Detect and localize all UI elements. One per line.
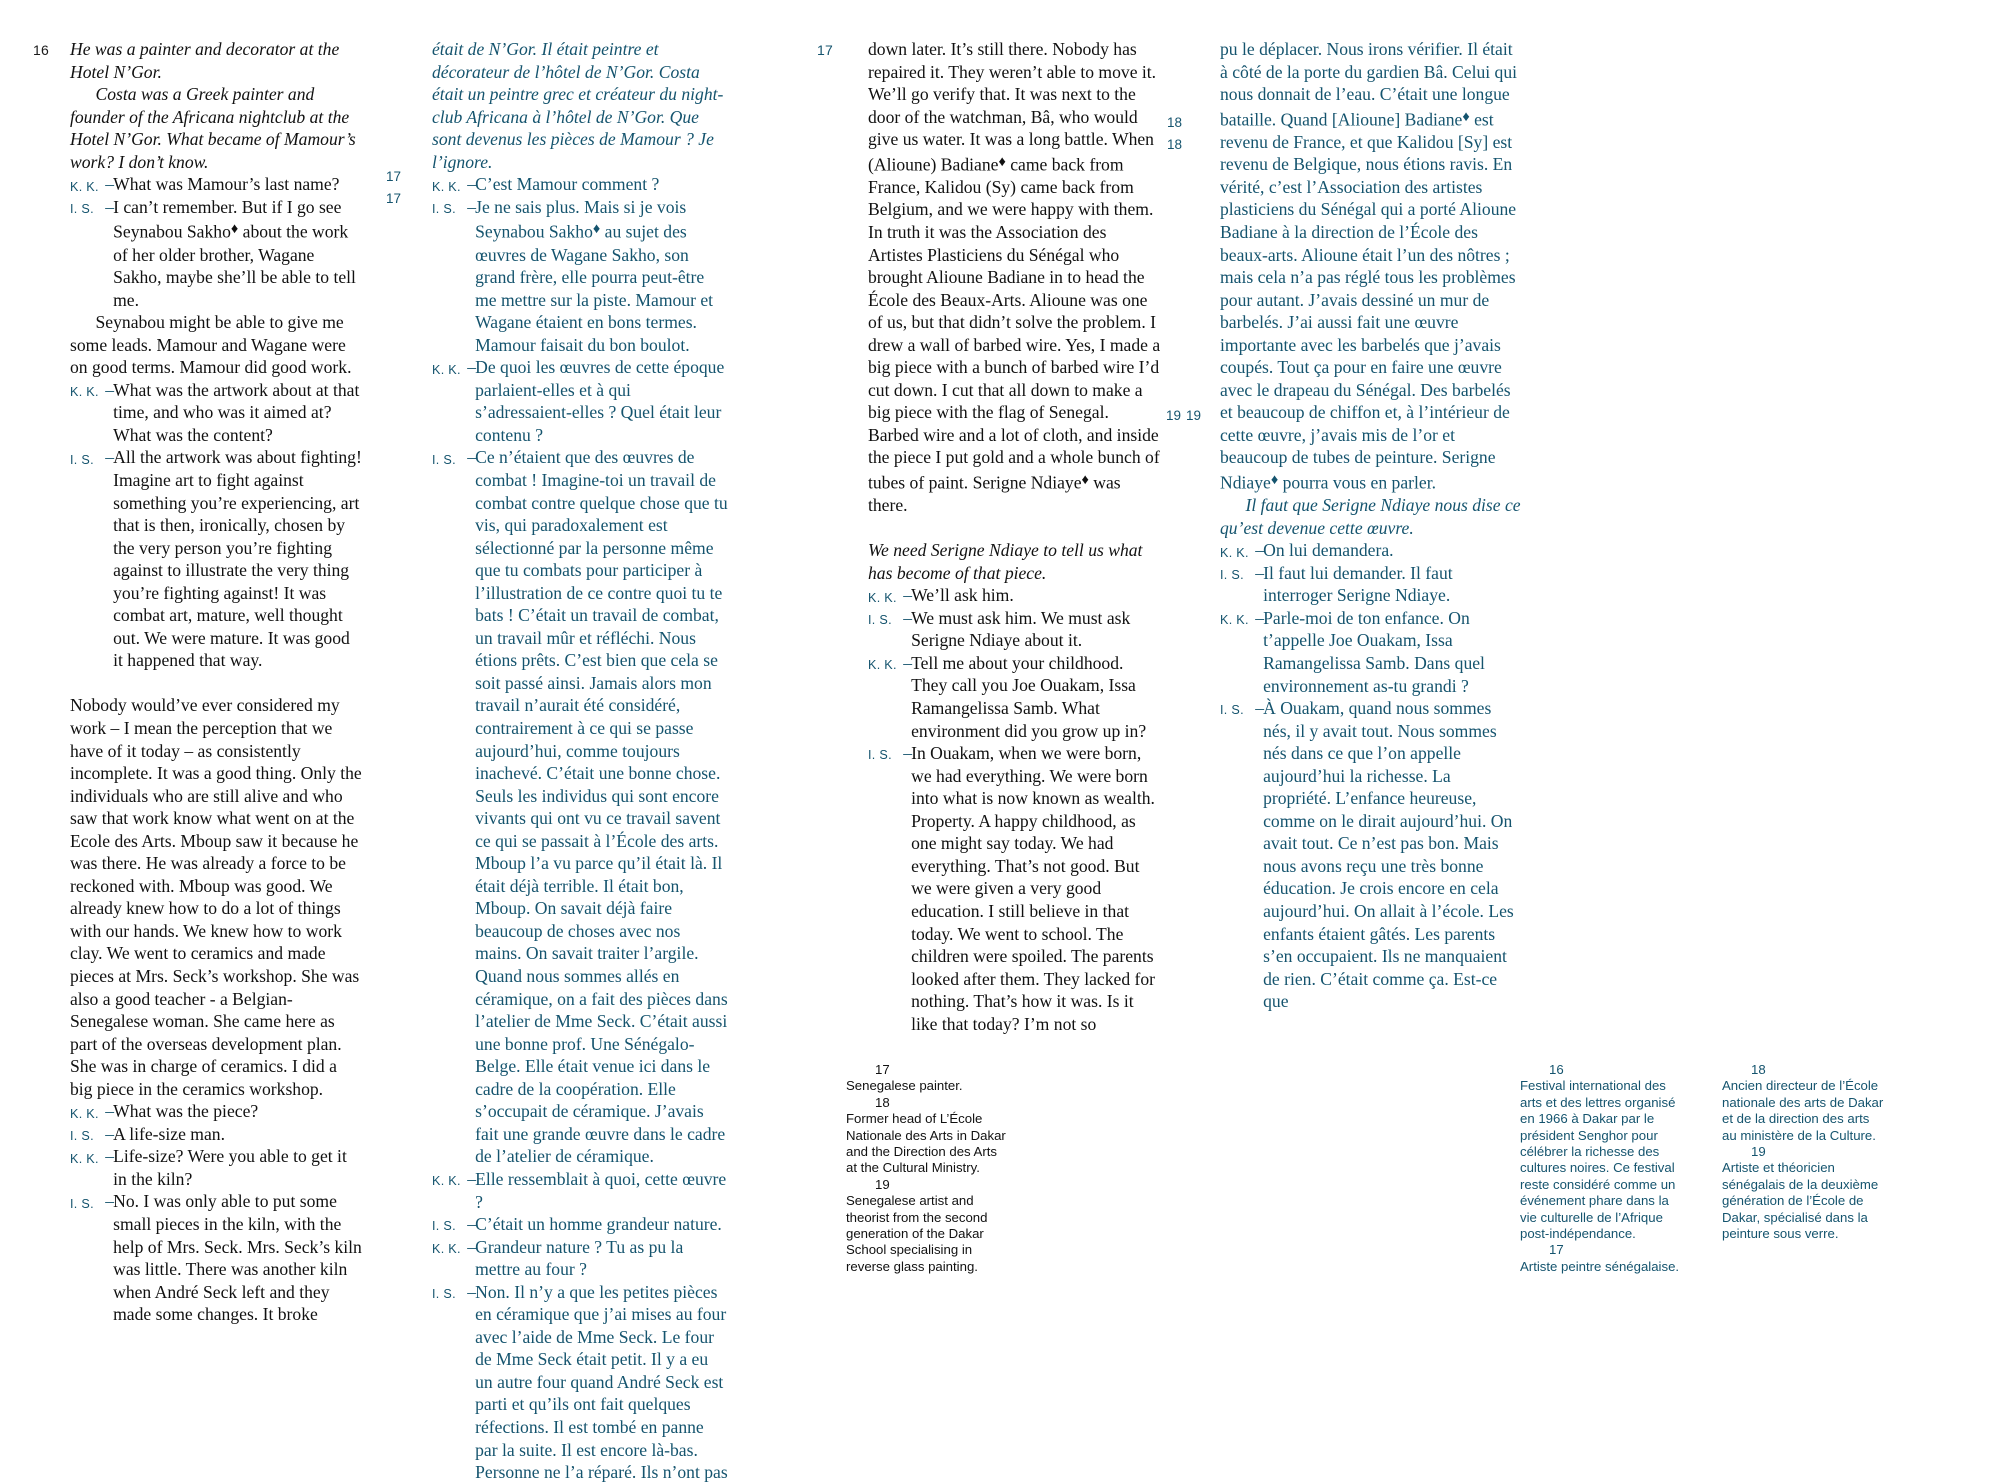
dialogue-line: K. K. – We’ll ask him. (868, 584, 1162, 607)
dialogue-dash: – (1255, 698, 1264, 719)
speaker-label: I. S. (432, 452, 456, 467)
gutter-marker-19a: 19 (1166, 408, 1182, 423)
footnote-marker: ♦ (230, 221, 239, 238)
footnote-number: 17 (875, 1062, 890, 1077)
dialogue-line: I. S. – We must ask him. We must ask Serigne Ndiaye about it. (868, 607, 1131, 651)
speaker-label: I. S. (868, 613, 892, 628)
dialogue-line: K. K. – Grandeur nature ? Tu as pu la mettre au four ? (432, 1236, 684, 1280)
dialogue-line: K. K. – What was Mamour’s last name? (70, 173, 362, 196)
dialogue-line: I. S. – No. I was only able to put some small pieces in the kiln, with the help of Mrs. Seck. Mrs. Seck’s kiln was little. There was another kiln when André Seck left and they made some changes. It broke (70, 1191, 362, 1325)
editorial-note-paragraph: Costa was a Greek painter and founder of the Africana nightclub at the Hotel N’Gor. What became of Mamour’s work? I don’t know. (70, 84, 356, 172)
footnote-marker: ♦ (592, 221, 601, 238)
dialogue-dash: – (903, 743, 912, 764)
dialogue-dash: – (105, 174, 114, 195)
speaker-label: I. S. (1220, 703, 1244, 718)
footnote-marker: ♦ (1462, 108, 1470, 125)
footnote-number: 19 (1751, 1144, 1766, 1160)
dialogue-dash: – (903, 607, 912, 628)
speaker-label: I. S. (868, 748, 892, 763)
dialogue-dash: – (105, 1146, 114, 1167)
dialogue-line: I. S. – C’était un homme grandeur nature. (432, 1213, 728, 1236)
dialogue-line: K. K. – Tell me about your childhood. They call you Joe Ouakam, Issa Ramangelissa Samb. What environment did you grow up in? (868, 652, 1147, 741)
dialogue-dash: – (467, 357, 476, 378)
body-paragraph: down later. It’s still there. Nobody has repaired it. They weren’t able to move it. We’ll go verify that. It was next to the door of the watchman, Bâ, who would give us water. It was a long battle. When (Alioune) Badiane♦ came back from France, Kalidou (Sy) came back from Belgium, and we were happy with them. In truth it was the Association des Artistes Plasticiens du Sénégal who brought Alioune Badiane in to head the École des Beaux-Arts. Alioune was one of us, but that didn’t solve the problem. I drew a wall of barbed wire. Yes, I made a big piece with a bunch of barbed wire I’d cut down. I cut that all down to make a big piece with the flag of Senegal. Barbed wire and a lot of cloth, and inside the piece I put gold and a whole bunch of tubes of paint. Serigne Ndiaye♦ was there. (868, 39, 1161, 516)
dialogue-dash: – (1255, 540, 1264, 561)
editorial-note-paragraph: Il faut que Serigne Ndiaye nous dise ce qu’est devenue cette œuvre. (1220, 495, 1521, 538)
paragraph-spacer (868, 517, 1162, 540)
footnotes-french-a (1520, 1062, 1685, 1275)
text-column-english-left (70, 38, 362, 1326)
dialogue-dash: – (105, 1123, 114, 1144)
dialogue-line: I. S. – Ce n’étaient que des œuvres de combat ! Imagine-toi un travail de combat contre quelque chose que tu vis, qui paradoxalement est sélectionné par la personne même que tu combats pour participer à l’illustration de ce contre quoi tu te bats ! C’était un travail de combat, un travail mûr et réfléchi. Nous étions prêts. C’est bien que cela se soit passé ainsi. Jamais alors mon travail n’aurait été considéré, contrairement à ce qui se passe aujourd’hui, comme toujours inachevé. C’était une bonne chose. Seuls les individus qui sont encore vivants qui ont vu ce travail savent ce qui se passait à l’École des arts. Mboup l’a vu parce qu’il était là. Il était déjà terrible. Il était bon, Mboup. On savait déjà faire beaucoup de choses avec nos mains. On savait traiter l’argile. Quand nous sommes allés en céramique, on a fait des pièces dans l’atelier de Mme Seck. C’était aussi une bonne prof. Une Sénégalo-Belge. Elle était venue ici dans le cadre de la coopération. Elle s’occupait de céramique. J’avais fait une grande œuvre dans le cadre de l’atelier de céramique. (432, 447, 728, 1167)
speaker-label: K. K. (868, 658, 897, 673)
gutter-marker-18a: 18 (1167, 115, 1183, 130)
speaker-label: I. S. (432, 202, 456, 217)
dialogue-line: I. S. – Non. Il n’y a que les petites pièces en céramique que j’ai mises au four avec l’aide de Mme Seck. Le four de Mme Seck était petit. Il y a eu un autre four quand André Seck est parti et qu’ils ont fait quelques réfections. Il est tombé en panne par la suite. Il est encore là-bas. Personne ne l’a réparé. Ils n’ont pas (432, 1281, 728, 1483)
speaker-label: I. S. (70, 1196, 94, 1211)
body-paragraph: pu le déplacer. Nous irons vérifier. Il était à côté de la porte du gardien Bâ. Celui qui nous donnait de l’eau. C’était une longue bataille. Quand [Alioune] Badiane♦ est revenu de France, et que Kalidou [Sy] est revenu de Belgique, nous étions ravis. En vérité, c’est l’Association des artistes plasticiens du Sénégal qui a porté Alioune Badiane à la direction de l’École des beaux-arts. Alioune était l’un des nôtres ; mais cela n’a pas réglé tous les problèmes pour autant. J’avais dessiné un mur de barbelés. J’ai aussi fait une œuvre importante avec les barbelés que j’avais coupés. Tout ça pour en faire une œuvre avec le drapeau du Sénégal. Des barbelés et beaucoup de chiffon et, à l’intérieur de cette œuvre, j’avais mis de l’or et beaucoup de tubes de peinture. Serigne Ndiaye♦ pourra vous en parler. (1220, 39, 1518, 493)
dialogue-line: I. S. – Je ne sais plus. Mais si je vois Seynabou Sakho♦ au sujet des œuvres de Wagane Sakho, son grand frère, elle pourra peut-être me mettre sur la piste. Mamour et Wagane étaient en bons termes. Mamour faisait du bon boulot. (432, 196, 714, 355)
dialogue-dash: – (1255, 607, 1264, 628)
body-paragraph: Seynabou might be able to give me some leads. Mamour and Wagane were on good terms. Mamour did good work. (70, 312, 352, 378)
dialogue-line: K. K. – What was the artwork about at that time, and who was it aimed at? What was the content? (70, 379, 360, 445)
speaker-label: I. S. (70, 452, 94, 467)
editorial-note-paragraph: He was a painter and decorator at the Hotel N’Gor. (70, 39, 340, 82)
speaker-label: K. K. (1220, 545, 1249, 560)
paragraph-spacer (70, 672, 362, 695)
speaker-label: K. K. (70, 1151, 99, 1166)
footnote-text: Senegalese painter. (846, 1078, 963, 1094)
dialogue-line: I. S. – À Ouakam, quand nous sommes nés, il y avait tout. Nous sommes nés dans ce que l’on appelle aujourd’hui la richesse. La propriété. L’enfance heureuse, comme on le dirait aujourd’hui. On avait tout. Ce n’est pas bon. Mais nous avons reçu une très bonne éducation. Je crois encore en cela aujourd’hui. On allait à l’école. Les enfants étaient gâtés. Les parents s’en occupaient. Ils ne manquaient de rien. C’était comme ça. Est-ce que (1220, 698, 1514, 1012)
speaker-label: K. K. (1220, 613, 1249, 628)
gutter-marker-18b: 18 (1167, 137, 1183, 152)
dialogue-dash: – (467, 447, 476, 468)
page-folio-right: 17 (817, 42, 833, 58)
speaker-label: I. S. (432, 1219, 456, 1234)
dialogue-line: K. K. – On lui demandera. (1220, 539, 1522, 562)
footnote-text: Artiste peintre sénégalaise. (1520, 1258, 1680, 1274)
footnote (846, 1062, 1006, 1095)
editorial-note-paragraph: We need Serigne Ndiaye to tell us what has become of that piece. (868, 540, 1143, 583)
speaker-label: K. K. (70, 1106, 99, 1121)
footnote-number: 17 (1549, 1242, 1564, 1258)
footnote (1520, 1242, 1685, 1275)
dialogue-dash: – (105, 1191, 114, 1212)
speaker-label: I. S. (1220, 568, 1244, 583)
footnote-number: 18 (875, 1094, 890, 1110)
dialogue-dash: – (903, 585, 912, 606)
gutter-marker-17b: 17 (386, 191, 402, 206)
footnote-marker: ♦ (1081, 472, 1089, 488)
dialogue-line: I. S. – All the artwork was about fighting! Imagine art to fight against something you’re experiencing, art that is then, ironically, chosen by the very person you’re fighting against to illustrate the very thing you’re fighting against! It was combat art, mature, well thought out. We were mature. It was good it happened that way. (70, 447, 362, 671)
dialogue-dash: – (467, 1236, 476, 1257)
speaker-label: I. S. (70, 202, 94, 217)
dialogue-line: K. K. – C’est Mamour comment ? (432, 173, 728, 196)
dialogue-dash: – (467, 1168, 476, 1189)
footnotes-french-b (1722, 1062, 1887, 1242)
dialogue-line: K. K. – Parle-moi de ton enfance. On t’appelle Joe Ouakam, Issa Ramangelissa Samb. Dans quel environnement as-tu grandi ? (1220, 607, 1485, 696)
body-paragraph: Nobody would’ve ever considered my work – I mean the perception that we have of it today – as consistently incomplete. It was a good thing. Only the individuals who are still alive and who saw that work know what went on at the Ecole des Arts. Mboup saw it because he was there. He was already a force to be reckoned with. Mboup was good. We already knew how to do a lot of things with our hands. We knew how to work clay. We went to ceramics and made pieces at Mrs. Seck’s workshop. She was also a good teacher - a Belgian-Senegalese woman. She came here as part of the overseas development plan. She was in charge of ceramics. I did a big piece in the ceramics workshop. (70, 695, 362, 1099)
text-column-french-right (1220, 38, 1522, 1013)
footnote (1722, 1062, 1887, 1144)
footnote-number: 19 (875, 1176, 890, 1192)
footnote (1722, 1144, 1887, 1242)
page-folio-left: 16 (33, 42, 49, 58)
gutter-marker-17a: 17 (386, 169, 402, 184)
dialogue-line: K. K. – Elle ressemblait à quoi, cette œuvre ? (432, 1168, 727, 1212)
dialogue-dash: – (105, 196, 114, 217)
speaker-label: K. K. (432, 1241, 461, 1256)
footnotes-english (846, 1062, 1006, 1275)
text-column-english-right (868, 38, 1162, 1035)
footnote-number: 16 (1549, 1062, 1564, 1077)
gutter-marker-19b: 19 (1186, 408, 1202, 423)
speaker-label: K. K. (432, 1174, 461, 1189)
speaker-label: K. K. (432, 179, 461, 194)
text-column-french-left (432, 38, 728, 1484)
speaker-label: K. K. (70, 385, 99, 400)
dialogue-line: I. S. – In Ouakam, when we were born, we had everything. We were born into what is now known as wealth. Property. A happy childhood, as one might say today. We had everything. That’s not good. But we were given a very good education. I still believe in that today. We went to school. The children were spoiled. The parents looked after them. They lacked for nothing. That’s how it was. Is it like that today? I’m not so (868, 743, 1156, 1034)
footnote-text: Ancien directeur de l’École nationale des arts de Dakar et de la direction des arts au ministère de la Culture. (1722, 1078, 1884, 1143)
footnote-number: 18 (1751, 1062, 1766, 1077)
footnote-marker: ♦ (1270, 472, 1279, 488)
editorial-note-paragraph: était de N’Gor. Il était peintre et décorateur de l’hôtel de N’Gor. Costa était un peintre grec et créateur du night-club Africana à l’hôtel de N’Gor. Que sont devenus les pièces de Mamour ? Je l’ignore. (432, 39, 724, 172)
footnote-text: Artiste et théoricien sénégalais de la deuxième génération de l’École de Dakar, spécialisé dans la peinture sous verre. (1722, 1160, 1879, 1242)
speaker-label: I. S. (70, 1129, 94, 1144)
footnote-marker: ♦ (998, 153, 1006, 170)
speaker-label: K. K. (432, 362, 461, 377)
dialogue-dash: – (105, 1101, 114, 1122)
footnote (1520, 1062, 1685, 1242)
dialogue-line: I. S. – I can’t remember. But if I go see Seynabou Sakho♦ about the work of her older brother, Wagane Sakho, maybe she’ll be able to tell me. (70, 196, 356, 310)
dialogue-line: K. K. – Life-size? Were you able to get it in the kiln? (70, 1146, 347, 1189)
dialogue-dash: – (467, 1214, 476, 1235)
dialogue-line: K. K. – De quoi les œuvres de cette époque parlaient-elles et à qui s’adressaient-elles ? Quel était leur contenu ? (432, 357, 725, 445)
dialogue-dash: – (105, 447, 114, 468)
dialogue-line: I. S. – Il faut lui demander. Il faut interroger Serigne Ndiaye. (1220, 562, 1453, 606)
dialogue-dash: – (105, 379, 114, 400)
footnote-text: Senegalese artist and theorist from the second generation of the Dakar School specialising in reverse glass painting. (846, 1193, 988, 1274)
dialogue-line: I. S. – A life-size man. (70, 1123, 362, 1146)
dialogue-dash: – (1255, 562, 1264, 583)
footnote (846, 1095, 1006, 1177)
dialogue-dash: – (467, 196, 476, 217)
footnote-text: Former head of L’École Nationale des Arts in Dakar and the Direction des Arts at the Cultural Ministry. (846, 1111, 1006, 1176)
speaker-label: K. K. (868, 590, 897, 605)
dialogue-dash: – (467, 1281, 476, 1302)
dialogue-dash: – (467, 174, 476, 195)
dialogue-line: K. K. – What was the piece? (70, 1100, 362, 1123)
speaker-label: I. S. (432, 1286, 456, 1301)
footnote-text: Festival international des arts et des lettres organisé en 1966 à Dakar par le président Senghor pour célébrer la richesse des cultures noires. Ce festival reste considéré comme un événement phare dans la vie culturelle de l’Afrique post-indépendance. (1520, 1078, 1676, 1242)
speaker-label: K. K. (70, 179, 99, 194)
dialogue-dash: – (903, 652, 912, 673)
footnote (846, 1177, 1006, 1275)
